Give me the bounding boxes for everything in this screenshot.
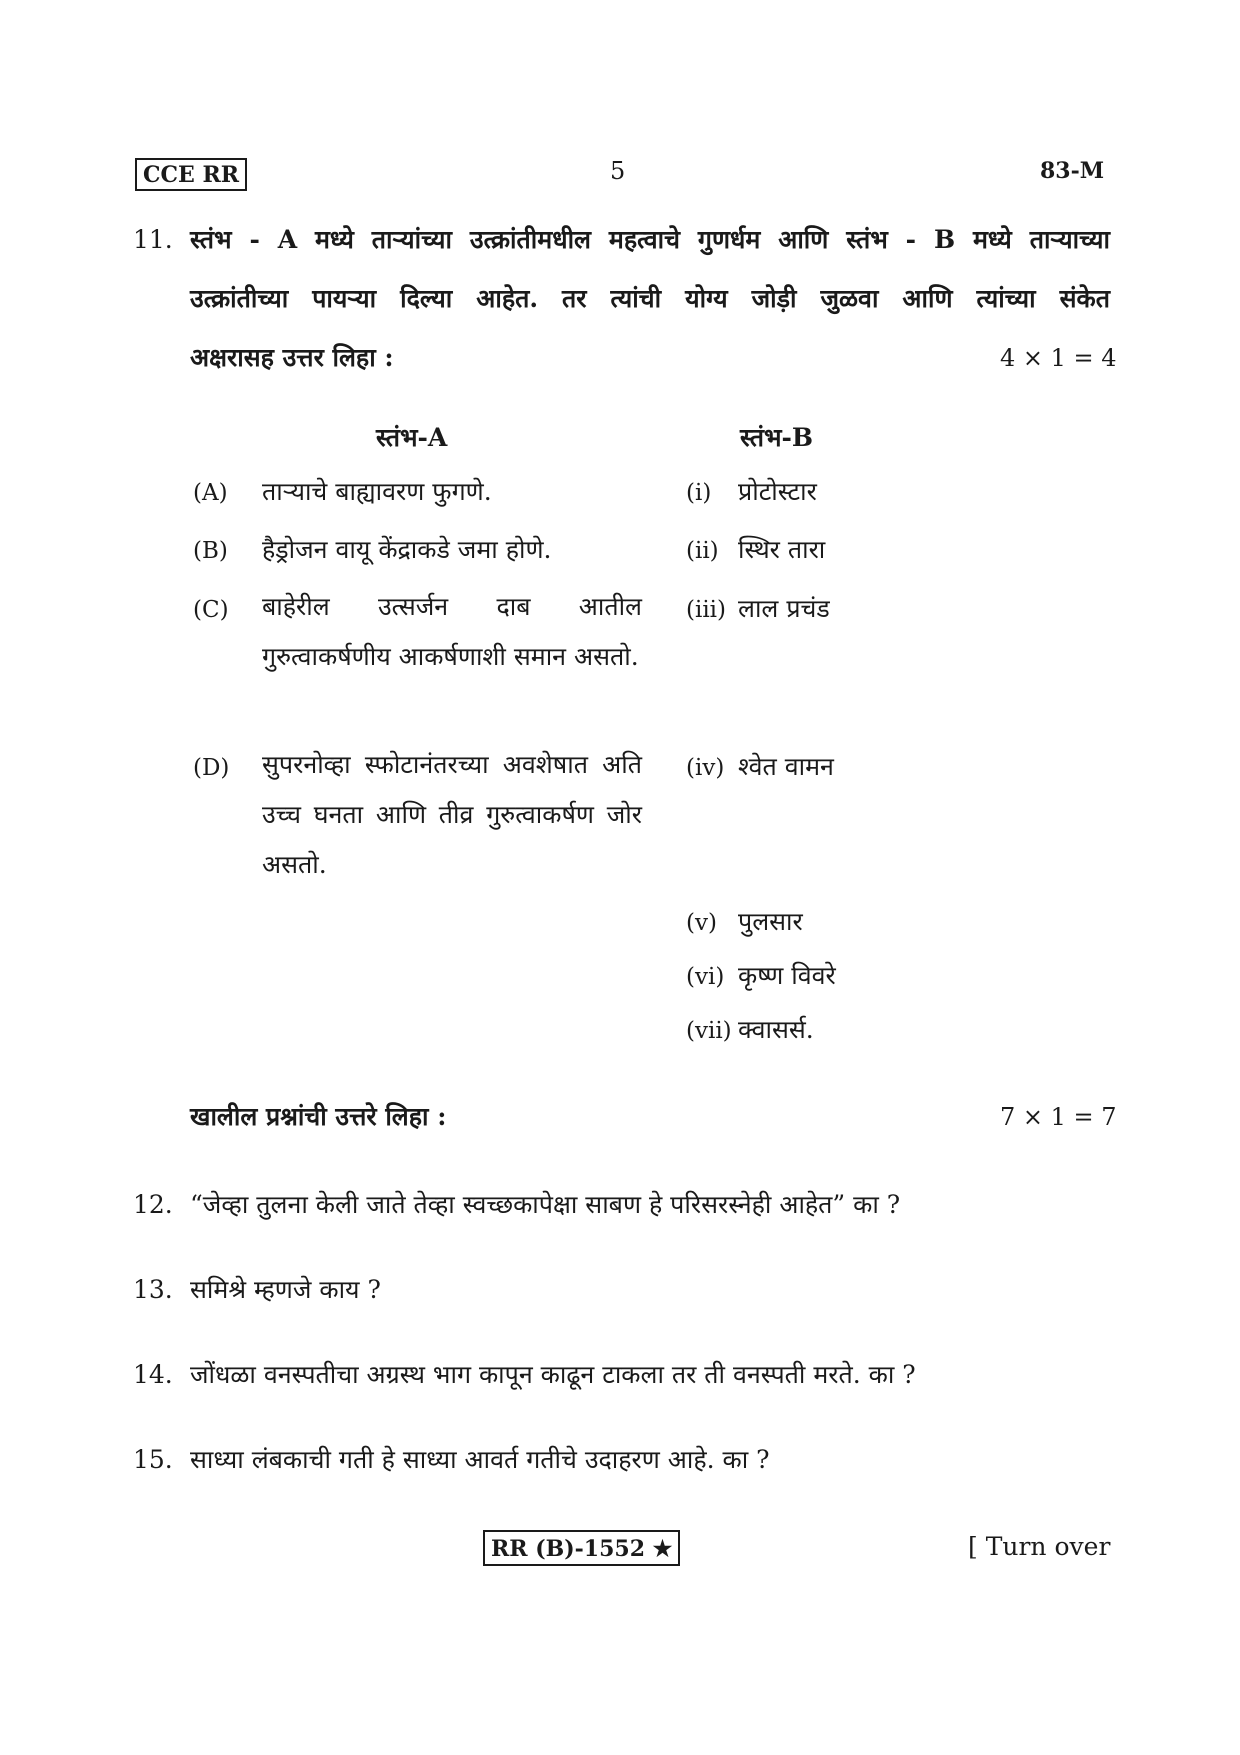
column-b-label: (iv) xyxy=(686,755,725,781)
question-text: “जेव्हा तुलना केली जाते तेव्हा स्वच्छकापेक्षा साबण हे परिसरस्नेही आहेत” का ? xyxy=(190,1190,901,1219)
question-11-line-3: अक्षरासह उत्तर लिहा : xyxy=(190,343,394,372)
column-a-label: (B) xyxy=(193,538,228,564)
column-b-label: (iii) xyxy=(686,597,727,623)
column-a-label: (A) xyxy=(193,480,228,506)
turn-over-note: [ Turn over xyxy=(968,1532,1111,1561)
column-a-item: ताऱ्याचे बाह्यावरण फुगणे. xyxy=(262,477,492,506)
paper-code: 83-M xyxy=(1040,158,1105,184)
paper-header-code: CCE RR xyxy=(135,158,247,191)
question-11-line-2: उत्क्रांतीच्या पायऱ्या दिल्या आहेत. तर त्यांची योग्य जोड़ी जुळवा आणि त्यांच्या संकेत xyxy=(190,284,1110,313)
question-11-line-1: स्तंभ - A मध्ये ताऱ्यांच्या उत्क्रांतीमधील महत्वाचे गुणर्धम आणि स्तंभ - B मध्ये ताऱ्याच्या xyxy=(190,225,1110,254)
page-number: 5 xyxy=(610,157,626,185)
column-b-label: (i) xyxy=(686,480,712,506)
question-text: समिश्रे म्हणजे काय ? xyxy=(190,1275,381,1304)
column-b-label: (v) xyxy=(686,910,717,936)
column-a-label: (D) xyxy=(193,755,230,781)
column-a-heading: स्तंभ-A xyxy=(376,423,448,452)
column-b-item: कृष्ण विवरे xyxy=(738,961,836,990)
column-b-item: क्वासर्स. xyxy=(738,1015,814,1044)
question-number: 12. xyxy=(133,1190,173,1219)
question-number: 15. xyxy=(133,1445,173,1474)
column-a-item: बाहेरील उत्सर्जन दाब आतील गुरुत्वाकर्षणीय आकर्षणाशी समान असतो. xyxy=(262,592,642,671)
question-number: 11. xyxy=(133,225,173,254)
column-b-item: प्रोटोस्टार xyxy=(738,477,817,506)
column-a-label: (C) xyxy=(193,597,229,623)
column-a-item: सुपरनोव्हा स्फोटानंतरच्या अवशेषात अति उच्च घनता आणि तीव्र गुरुत्वाकर्षण जोर असतो. xyxy=(262,750,642,879)
column-b-item: पुलसार xyxy=(738,907,803,936)
footer-paper-code: RR (B)-1552 ★ xyxy=(483,1530,680,1566)
question-text: जोंधळा वनस्पतीचा अग्रस्थ भाग कापून काढून टाकला तर ती वनस्पती मरते. का ? xyxy=(190,1360,916,1389)
section-marks: 7 × 1 = 7 xyxy=(1000,1103,1117,1131)
column-b-label: (vii) xyxy=(686,1018,732,1044)
column-b-item: लाल प्रचंड xyxy=(738,594,830,623)
column-b-item: श्वेत वामन xyxy=(738,752,834,781)
column-a-item: हैड्रोजन वायू केंद्राकडे जमा होणे. xyxy=(262,535,552,564)
section-instruction: खालील प्रश्नांची उत्तरे लिहा : xyxy=(190,1102,447,1131)
question-number: 14. xyxy=(133,1360,173,1389)
question-11-marks: 4 × 1 = 4 xyxy=(1000,344,1117,372)
column-b-heading: स्तंभ-B xyxy=(740,423,814,452)
column-b-label: (vi) xyxy=(686,964,725,990)
question-text: साध्या लंबकाची गती हे साध्या आवर्त गतीचे उदाहरण आहे. का ? xyxy=(190,1445,770,1474)
column-b-label: (ii) xyxy=(686,538,719,564)
column-b-item: स्थिर तारा xyxy=(738,535,826,564)
question-number: 13. xyxy=(133,1275,173,1304)
